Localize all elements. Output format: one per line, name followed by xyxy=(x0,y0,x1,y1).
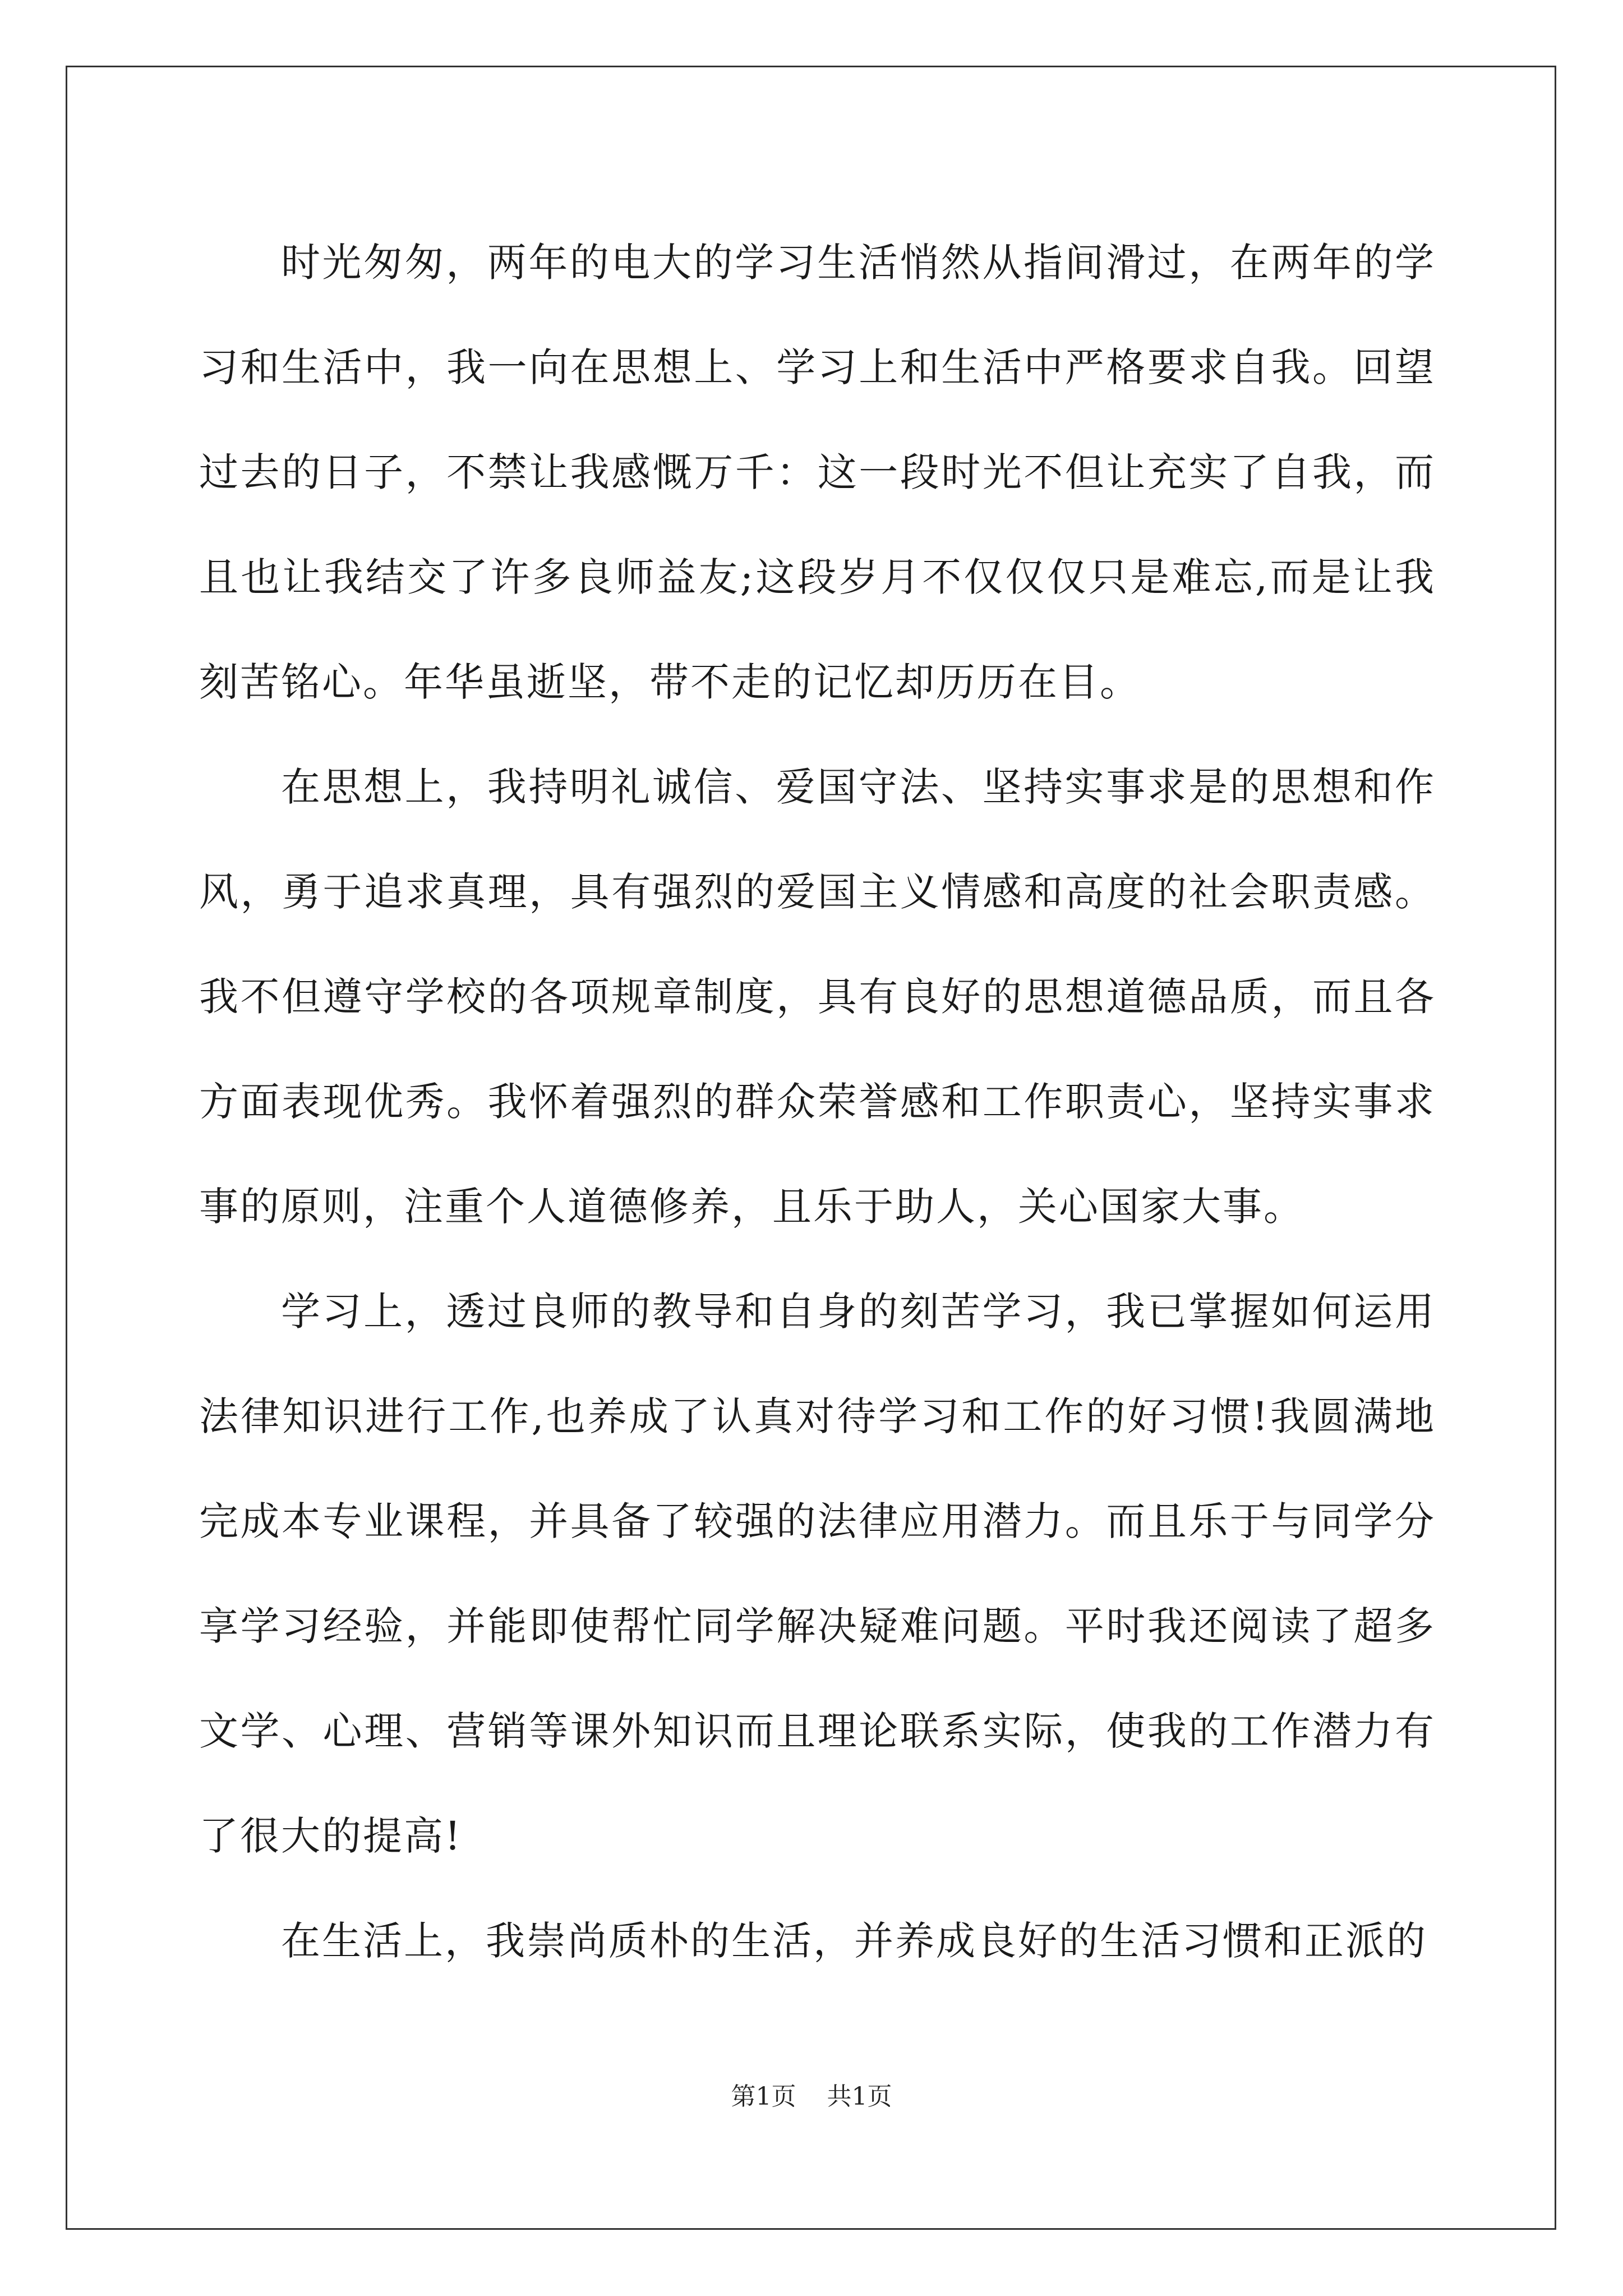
page-number-current: 第1页 xyxy=(731,2082,796,2111)
paragraph: 在生活上，我崇尚质朴的生活，并养成良好的生活习惯和正派的 xyxy=(281,1918,1427,1964)
page-number-total: 共1页 xyxy=(827,2082,892,2111)
document-body xyxy=(199,210,1436,1994)
page-footer xyxy=(0,2080,1623,2114)
paragraph: 学习上，透过良师的教导和自身的刻苦学习，我已掌握如何运用法律知识进行工作,也养成了认真对待学习和工作的好习惯!我圆满地完成本专业课程，并具备了较强的法律应用潜力。而且乐于与同学分享学习经验，并能即使帮忙同学解决疑难问题。平时我还阅读了超多文学、心理、营销等课外知识而且理论联系实际，使我的工作潜力有了很大的提高! xyxy=(199,1289,1436,1859)
paragraph: 在思想上，我持明礼诚信、爱国守法、坚持实事求是的思想和作风，勇于追求真理，具有强烈的爱国主义情感和高度的社会职责感。我不但遵守学校的各项规章制度，具有良好的思想道德品质，而且各方面表现优秀。我怀着强烈的群众荣誉感和工作职责心，坚持实事求事的原则，注重个人道德修养，且乐于助人，关心国家大事。 xyxy=(199,764,1436,1230)
paragraph: 时光匆匆，两年的电大的学习生活悄然从指间滑过，在两年的学习和生活中，我一向在思想上、学习上和生活中严格要求自我。回望过去的日子，不禁让我感慨万千：这一段时光不但让充实了自我，而且也让我结交了许多良师益友;这段岁月不仅仅仅只是难忘,而是让我刻苦铭心。年华虽逝坚，带不走的记忆却历历在目。 xyxy=(199,240,1436,705)
